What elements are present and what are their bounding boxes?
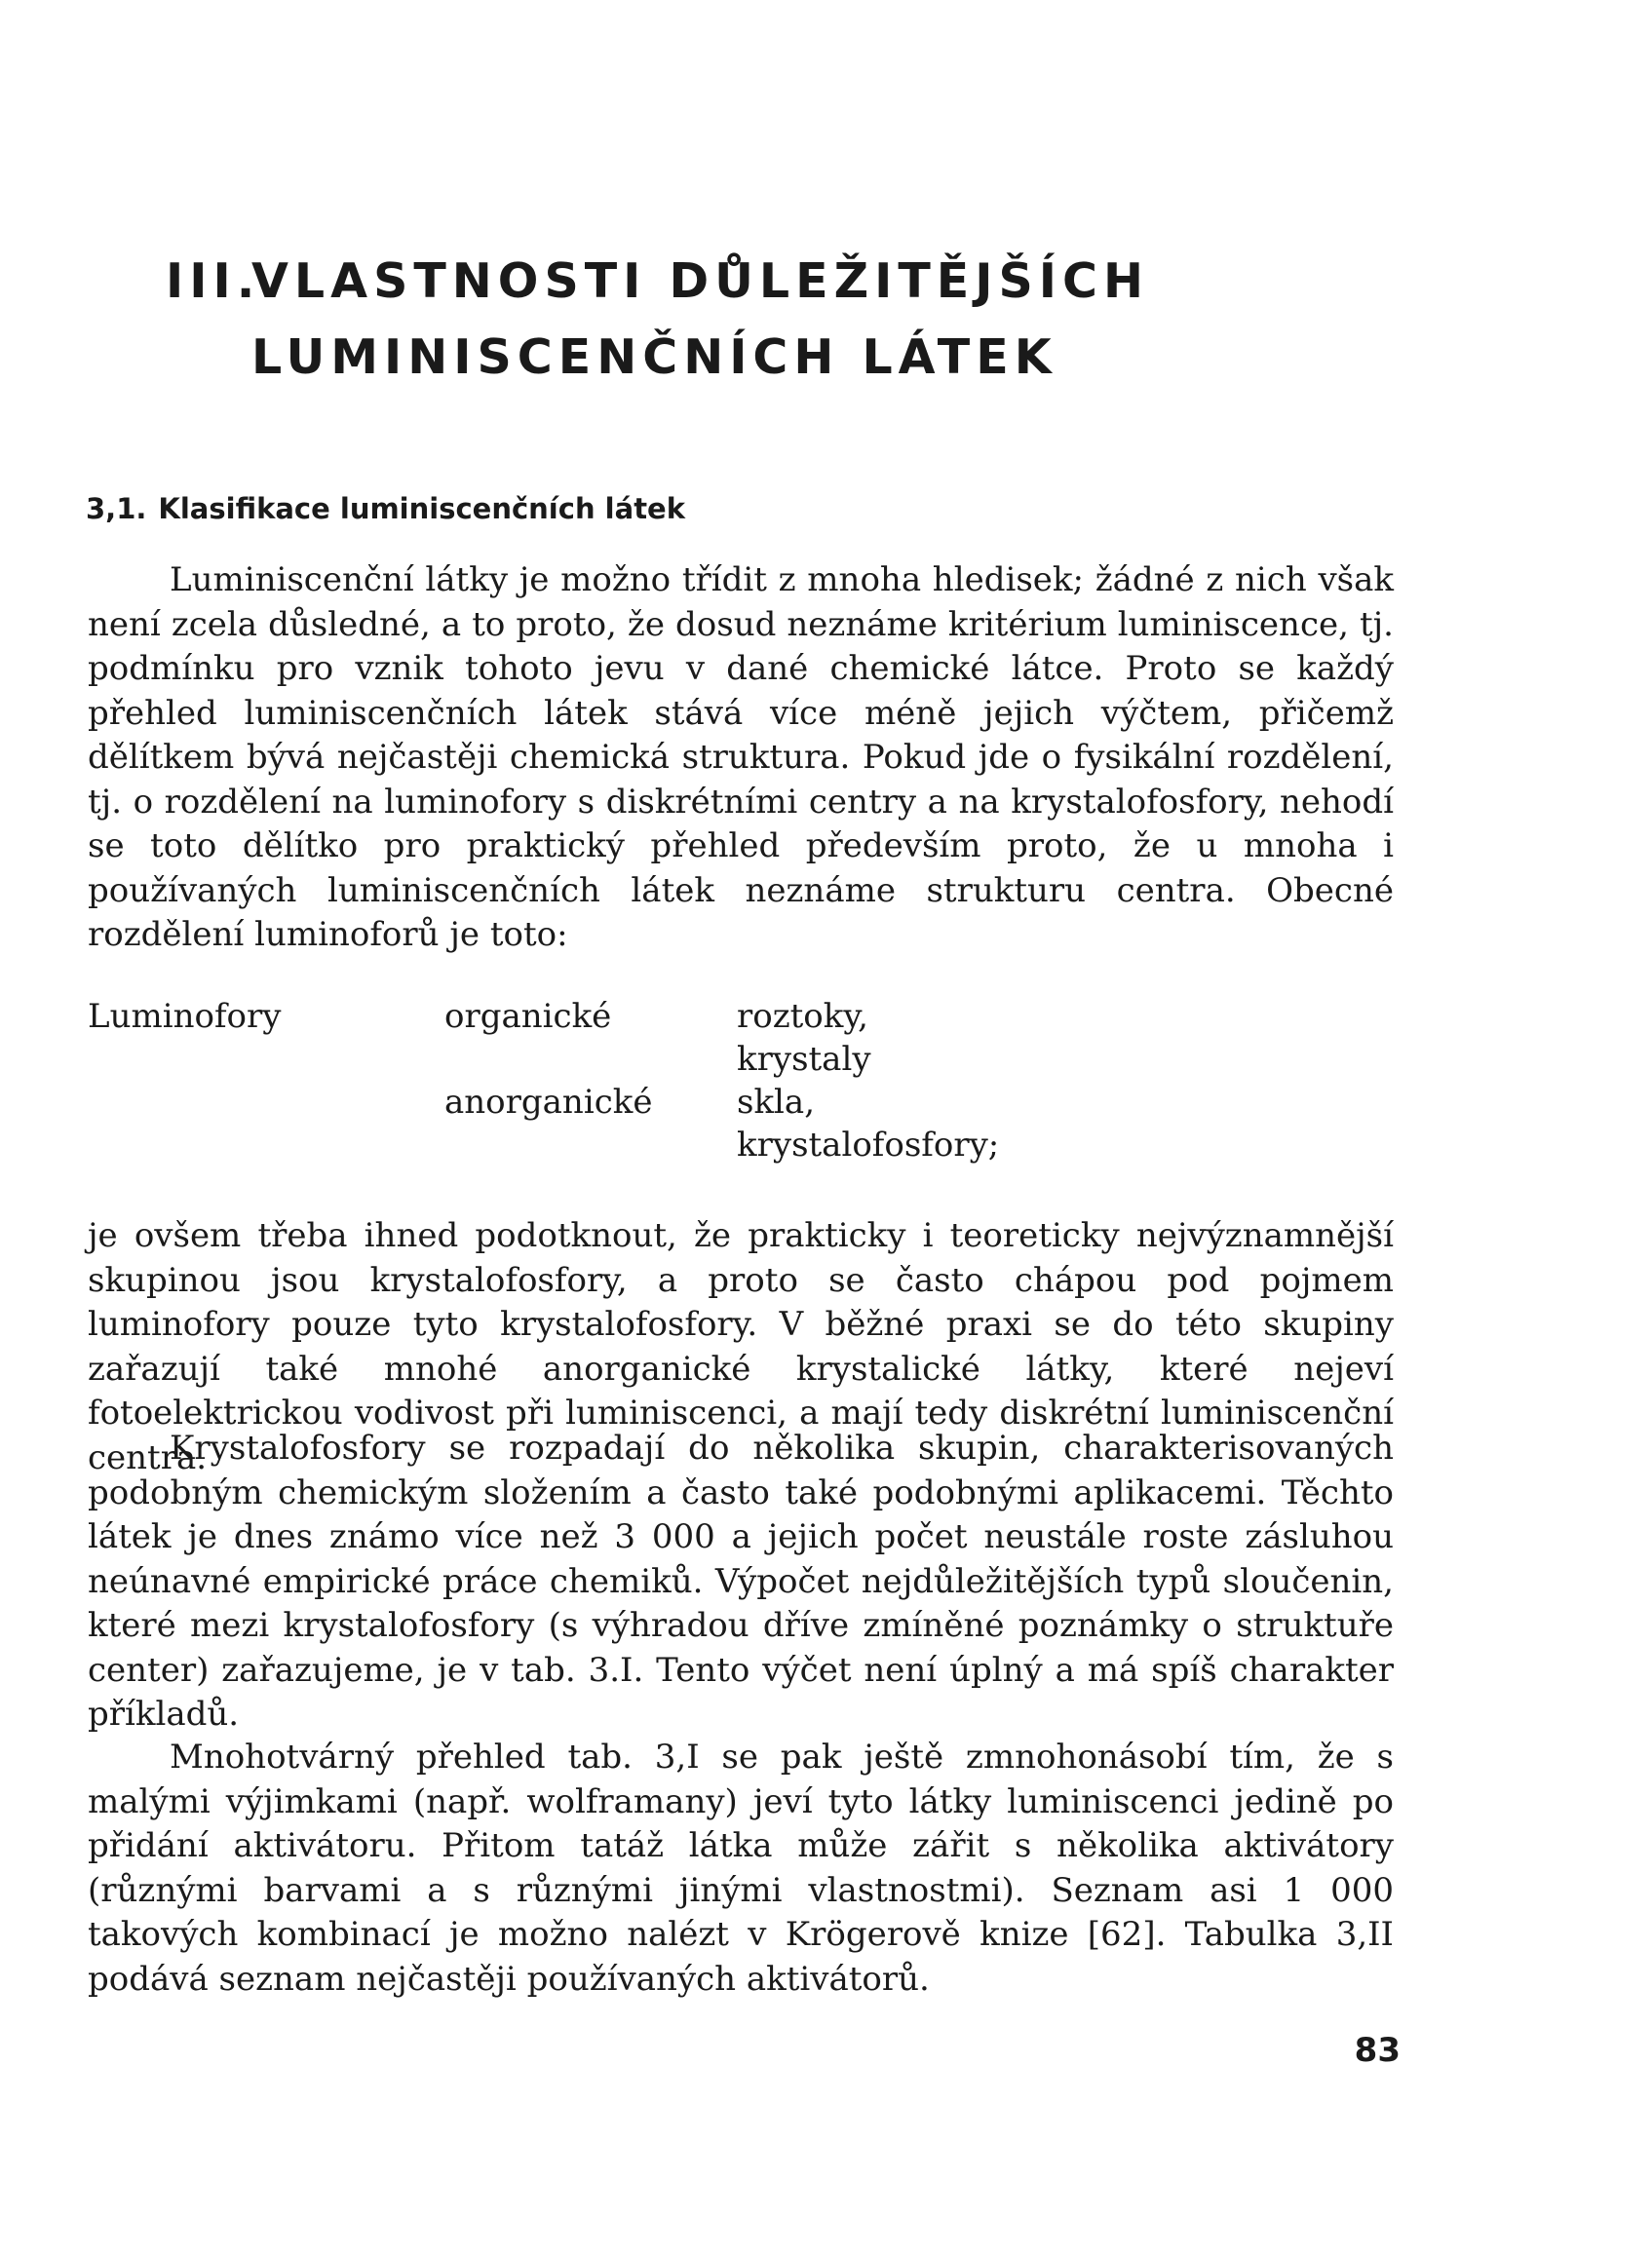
organic-item-solutions: roztoky,	[737, 997, 868, 1036]
classification-organic: organické	[444, 997, 612, 1036]
classification-organic-items	[737, 995, 871, 1081]
chapter-title	[166, 244, 1433, 396]
classification-root: Luminofory	[88, 997, 282, 1036]
organic-item-crystals: krystaly	[737, 1040, 871, 1079]
page-number: 83	[1354, 2031, 1401, 2070]
inorganic-item-glasses: skla,	[737, 1083, 816, 1122]
section-heading	[86, 492, 685, 525]
chapter-title-line1: VLASTNOSTI DŮLEŽITĚJŠÍCH	[251, 253, 1149, 309]
inorganic-item-crystallophosphors: krystalofosfory;	[737, 1126, 1000, 1165]
paragraph-activators: Mnohotvárný přehled tab. 3,I se pak ještě zmnohonásobí tím, že s malými výjimkami (např. wolframany) jeví tyto látky luminiscenci jedině po přidání aktivátoru. Přitom tatáž látka může zářit s několika aktivátory (různými barvami a s různými jinými vlastnostmi). Seznam asi 1 000 takových kombinací je možno nalézt v Krögerově knize [62]. Tabulka 3,II podává seznam nejčastěji používaných aktivátorů.	[88, 1738, 1394, 1999]
paragraph-crystallophosphors-note: je ovšem třeba ihned podotknout, že prakticky i teoreticky nejvýznamnější skupinou jsou krystalofosfory, a proto se často chápou pod pojmem luminofory pouze tyto krystalofosfory. V běžné praxi se do této skupiny zařazují také mnohé anorganické krystalické látky, které nejeví fotoelektrickou vodivost při luminiscenci, a mají tedy diskrétní luminiscenční centra.	[88, 1216, 1394, 1477]
section-title: Klasifikace luminiscenčních látek	[158, 492, 686, 525]
paragraph-crystallophosphor-groups: Krystalofosfory se rozpadají do několika skupin, charakterisovaných podobným chemickým složením a často také podobnými aplikacemi. Těchto látek je dnes známo více než 3 000 a jejich počet neustále roste zásluhou neúnavné empirické práce chemiků. Výpočet nejdůležitějších typů sloučenin, které mezi krystalofosfory (s výhradou dříve zmíněné poznámky o struktuře center) zařazujeme, je v tab. 3.I. Tento výčet není úplný a má spíš charakter příkladů.	[88, 1429, 1394, 1734]
chapter-title-line2: LUMINISCENČNÍCH LÁTEK	[251, 329, 1057, 385]
chapter-number: III.	[166, 253, 261, 309]
section-number: 3,1.	[86, 492, 147, 525]
classification-inorganic-items	[737, 1081, 999, 1166]
classification-inorganic: anorganické	[444, 1083, 653, 1122]
paragraph-intro: Luminiscenční látky je možno třídit z mnoha hledisek; žádné z nich však není zcela důsledné, a to proto, že dosud neznáme kritérium luminiscence, tj. podmínku pro vznik tohoto jevu v dané chemické látce. Proto se každý přehled luminiscenčních látek stává více méně jejich výčtem, přičemž dělítkem bývá nejčastěji chemická struktura. Pokud jde o fysikální rozdělení, tj. o rozdělení na luminofory s diskrétními centry a na krystalofosfory, nehodí se toto dělítko pro praktický přehled především proto, že u mnoha i používaných luminiscenčních látek neznáme strukturu centra. Obecné rozdělení luminoforů je toto:	[88, 560, 1394, 954]
